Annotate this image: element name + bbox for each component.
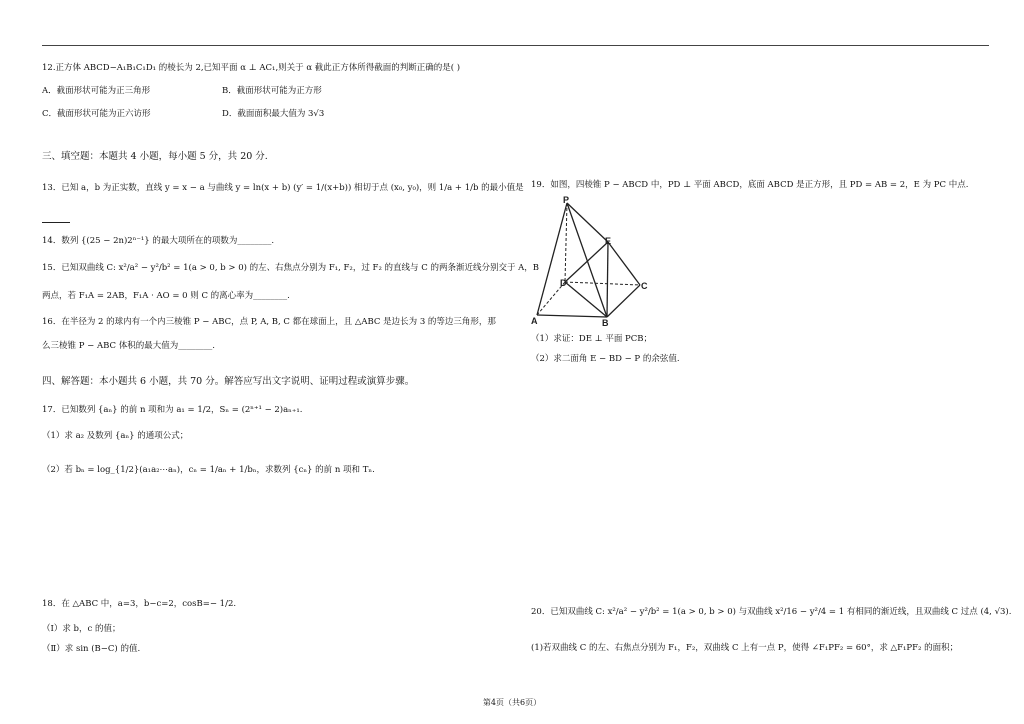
- q19-part1: （1）求证：DE ⊥ 平面 PCB；: [531, 334, 652, 344]
- label-d: D: [560, 278, 567, 288]
- q12-option-d: D．截面面积最大值为 3√3: [222, 109, 325, 119]
- q13-answer-blank: [42, 222, 70, 223]
- q16-line2: 么三棱锥 P − ABC 体积的最大值为________.: [42, 341, 215, 351]
- q19-part2: （2）求二面角 E − BD − P 的余弦值.: [531, 354, 680, 364]
- q13-stem: 13．已知 a，b 为正实数，直线 y = x − a 与曲线 y = ln(x + b) (y′ = 1/(x+b)) 相切于点 (x₀, y₀)，则 1/a + 1/b 的最小值是: [42, 183, 524, 193]
- q18-part2: （Ⅱ）求 sin (B−C) 的值.: [42, 644, 141, 654]
- label-e: E: [605, 236, 612, 246]
- label-c: C: [641, 281, 648, 291]
- q15-line1: 15．已知双曲线 C: x²/a² − y²/b² = 1(a > 0, b > 0) 的左、右焦点分别为 F₁, F₂，过 F₂ 的直线与 C 的两条渐近线分别交于 A，B: [42, 263, 540, 273]
- q17-part1: （1）求 a₂ 及数列 {aₙ} 的通项公式；: [42, 431, 189, 441]
- label-b: B: [602, 318, 609, 328]
- q12-option-c: C．截面形状可能为正六访形: [42, 109, 151, 119]
- q20-stem: 20．已知双曲线 C: x²/a² − y²/b² = 1(a > 0, b > 0) 与双曲线 x²/16 − y²/4 = 1 有相同的渐近线，且双曲线 C 过点 (4, √3).: [531, 607, 1012, 617]
- section-fill-in-heading: 三、填空题：本题共 4 小题，每小题 5 分，共 20 分.: [42, 151, 268, 162]
- q17-stem: 17．已知数列 {aₙ} 的前 n 项和为 a₁ = 1/2，Sₙ = (2ⁿ⁺¹ − 2)aₙ₊₁.: [42, 405, 303, 415]
- pyramid-figure: [528, 194, 658, 330]
- header-rule: [42, 45, 989, 46]
- label-p: P: [563, 195, 570, 205]
- section-solutions-heading: 四、解答题：本小题共 6 小题，共 70 分。解答应写出文字说明、证明过程或演算步骤。: [42, 376, 415, 387]
- q12-stem: 12.正方体 ABCD−A₁B₁C₁D₁ 的棱长为 2,已知平面 α ⊥ AC₁,则关于 α 截此正方体所得截面的判断正确的是( ): [42, 63, 461, 73]
- q12-option-a: A．截面形状可能为正三角形: [42, 86, 151, 96]
- q12-option-b: B．截面形状可能为正方形: [222, 86, 322, 96]
- page-number: 第4页（共6页）: [482, 698, 542, 707]
- q20-part1: (1)若双曲线 C 的左、右焦点分别为 F₁，F₂，双曲线 C 上有一点 P，使得 ∠F₁PF₂ = 60°，求 △F₁PF₂ 的面积；: [531, 643, 959, 653]
- label-a: A: [531, 316, 538, 326]
- q18-stem: 18．在 △ABC 中，a=3，b−c=2，cosB=− 1/2.: [42, 599, 237, 609]
- q15-line2: 两点，若 F₁A = 2AB，F₁A · AO = 0 则 C 的离心率为________.: [42, 291, 290, 301]
- q16-line1: 16．在半径为 2 的球内有一个内三棱锥 P − ABC，点 P, A, B, C 都在球面上，且 △ABC 是边长为 3 的等边三角形，那: [42, 317, 496, 327]
- q19-stem: 19．如图，四棱锥 P − ABCD 中，PD ⊥ 平面 ABCD，底面 ABCD 是正方形，且 PD = AB = 2，E 为 PC 中点.: [531, 180, 969, 190]
- q17-part2: （2）若 bₙ = log_{1/2}(a₁a₂⋯aₙ)，cₙ = 1/aₙ + 1/bₙ，求数列 {cₙ} 的前 n 项和 Tₙ.: [42, 465, 375, 475]
- q14-stem: 14．数列 {(25 − 2n)2ⁿ⁻¹} 的最大项所在的项数为________.: [42, 236, 275, 246]
- q18-part1: （Ⅰ）求 b，c 的值；: [42, 624, 121, 634]
